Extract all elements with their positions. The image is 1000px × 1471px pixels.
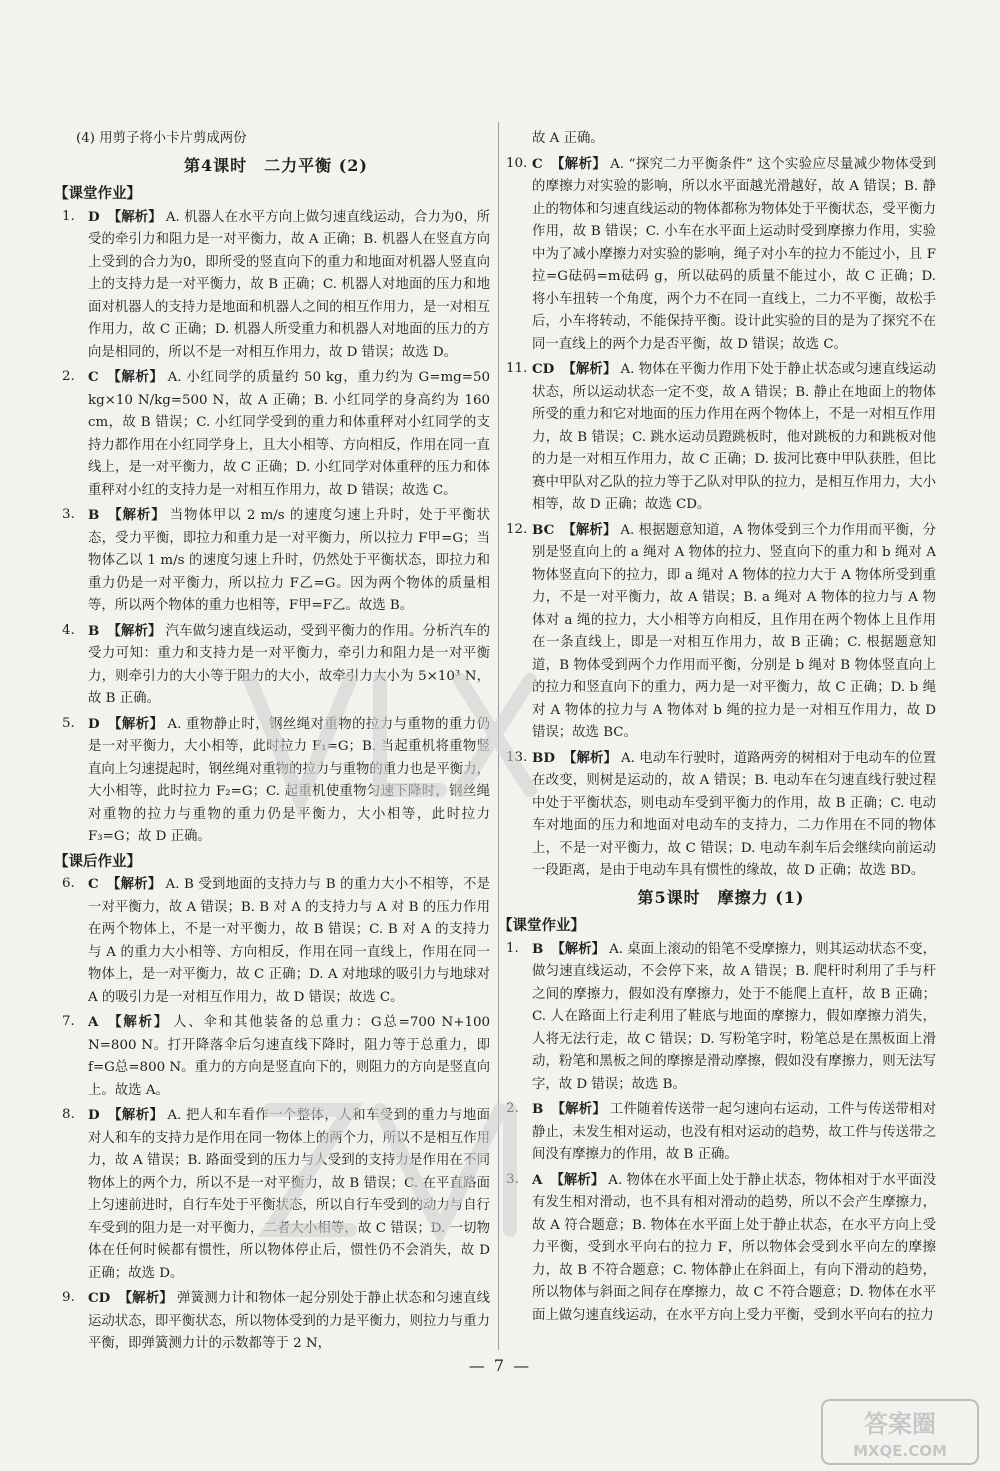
page-number: — 7 — [468, 1356, 532, 1375]
item-text: 汽车做匀速直线运动，受到平衡力的作用。分析汽车的受力可知：重力和支持力是一对平衡力，牵引力和阻力是一对平衡力，则牵引力的大小等于阻力的大小，故牵引力大小为 5×10³ N，故 B 正确。 [88, 623, 491, 706]
answer-item [506, 747, 936, 883]
item-answer: A [532, 1171, 543, 1188]
section-homework: 【课后作业】 [54, 852, 141, 870]
item-answer: C [532, 155, 543, 172]
answer-item [506, 938, 936, 1097]
item-text: 人、伞和其他装备的总重力：G总=700 N+100 N=800 N。打开降落伞后匀速直线下降时，阻力等于总重力，即 f=G总=800 N。重力的方向是竖直向下的，则阻力的方向是竖直向上。故选 A。 [88, 1015, 491, 1098]
logo-url: MXQE.COM [853, 1442, 947, 1460]
item-text: 当物体甲以 2 m/s 的速度匀速上升时，处于平衡状态，受力平衡，即拉力和重力是一对平衡力，所以拉力 F甲=G；当物体乙以 1 m/s 的速度匀速上升时，仍然处于平衡状态，即拉力和重力仍是一对平衡力，所以拉力 F乙=G。因为两个物体的质量相等，所以两个物体的重力也相等，F甲=F乙。故选 B。 [88, 508, 491, 613]
analysis-tag: 【解析】 [562, 749, 618, 766]
item-number: 3. [62, 507, 75, 522]
analysis-tag: 【解析】 [551, 940, 606, 957]
item-answer: CD [88, 1290, 111, 1306]
analysis-tag: 【解析】 [562, 521, 617, 538]
item-number: 4. [62, 622, 75, 638]
item-text: A. 物体在水平面上处于静止状态，物体相对于水平面没有发生相对滑动，也不具有相对滑动的趋势，所以不会产生摩擦力，故 A 符合题意；B. 物体在水平面上处于静止状态，在水平方向上受力平衡，受到水平向右的拉力 F，所以物体会受到水平向左的摩擦力，故 B 不符合题意；C. 物体静止在斜面上，有向下滑动的趋势，所以物体与斜面之间存在摩擦力，故 C 不符合题意；D. 物体在水平面上做匀速直线运动，在水平方向上受力平衡，受到水平向右的拉力 [532, 1172, 937, 1323]
top-text: (4) 用剪子将小卡片剪成两份 [76, 131, 247, 146]
item-number: 11. [506, 361, 528, 376]
item-continuation: 故 A 正确。 [532, 131, 604, 146]
lesson-5-title: 第5课时 摩擦力 (1) [637, 887, 805, 907]
item-text: A. 电动车行驶时，道路两旁的树相对于电动车的位置在改变，则树是运动的，故 A 错误；B. 电动车在匀速直线行驶过程中处于平衡状态，则电动车受到平衡力的作用，故 B 正确；C. 电动车对地面的压力和地面对电动车的支持力，二力作用在不同的物体上，不是一对平衡力，故 C 错误；D. 电动车刹车后会继续向前运动一段距离，是由于电动车具有惯性的缘故，故 D 正确；故选 BD。 [532, 750, 937, 878]
item-text: A. “探究二力平衡条件” 这个实验应尽量减少物体受到的摩擦力对实验的影响，所以水平面越光滑越好，故 A 错误；B. 静止的物体和匀速直线运动的物体都称为物体处于平衡状态，受平衡力作用，故 B 错误；C. 小车在水平面上运动时受到摩擦力作用，实验中为了减小摩擦力对实验的影响，绳子对小车的拉力不能过小，且 F拉=G砝码=m砝码 g，所以砝码的质量不能过小，故 C 正确；D. 将小车扭转一个角度，两个力不在同一直线上，二力不平衡，故松手后，小车将转动，不能保持平衡。设计此实验的目的是为了探究不在同一直线上的两个力是否平衡，故 D 错误；故选 C。 [532, 156, 937, 352]
analysis-tag: 【解析】 [106, 1014, 170, 1030]
answer-item [506, 1098, 936, 1167]
section-classwork: 【课堂作业】 [54, 185, 141, 202]
item-number: 1. [62, 208, 75, 224]
item-number: 5. [62, 715, 75, 731]
analysis-tag: 【解析】 [107, 1107, 164, 1123]
item-answer: D [88, 715, 100, 732]
item-number: 9. [62, 1290, 75, 1305]
watermark-graphic [210, 640, 570, 1260]
item-number: 6. [62, 876, 75, 891]
answer-item [62, 206, 490, 365]
item-answer: BD [532, 749, 555, 766]
analysis-tag: 【解析】 [550, 1171, 605, 1188]
item-answer: C [88, 369, 99, 385]
analysis-tag: 【解析】 [106, 876, 162, 892]
item-answer: B [532, 940, 544, 957]
answer-item [62, 366, 490, 502]
item-text: 工件随着传送带一起匀速向右运动，工件与传送带相对静止，未发生相对运动，也没有相对运动的趋势，故工件与传送带之间没有摩擦力的作用，故 B 正确。 [532, 1102, 937, 1162]
item-number: 13. [506, 749, 528, 765]
item-answer: BC [532, 521, 555, 538]
item-answer: B [88, 507, 100, 523]
section-classwork-2: 【课堂作业】 [498, 917, 585, 934]
item-number: 8. [62, 1107, 75, 1122]
analysis-tag: 【解析】 [550, 155, 607, 172]
lesson-4-title: 第4课时 二力平衡 (2) [184, 155, 368, 175]
analysis-tag: 【解析】 [107, 208, 162, 225]
answer-item [62, 504, 490, 618]
item-answer: B [532, 1101, 544, 1117]
item-number: 2. [506, 1101, 519, 1116]
item-text: A. 根据题意知道，A 物体受到三个力作用而平衡，分别是竖直向上的 a 绳对 A 物体的拉力、竖直向下的重力和 b 绳对 A 物体竖直向下的拉力，即 a 绳对 A 物体的拉力大于 A 物体所受到重力，不是一对平衡力，故 A 错误；B. a 绳对 A 物体的拉力与 A 物体对 a 绳的拉力，大小相等方向相反，且作用在两个物体上且作用在一条直线上，即是一对相互作用力，故 B 正确；C. 根据题意知道，B 物体受到两个力作用而平衡，分别是 b 绳对 B 物体竖直向上的拉力和竖直向下的重力，两力是一对平衡力，故 C 正确；D. b 绳对 A 物体的拉力与 A 物体对 b 绳的拉力是一对相互作用力，故 D 错误；故选 BC。 [532, 522, 937, 740]
answer-item [506, 153, 936, 357]
logo-svg [820, 1398, 980, 1466]
analysis-tag: 【解析】 [118, 1290, 173, 1306]
item-number: 2. [62, 369, 75, 384]
item-answer: D [88, 208, 100, 225]
watermark-svg [210, 640, 570, 1260]
item-text: A. 桌面上滚动的铅笔不受摩擦力，则其运动状态不变，做匀速直线运动，不会停下来，故 A 错误；B. 爬杆时利用了手与杆之间的摩擦力，假如没有摩擦力，处于不能爬上直杆，故 B 正确；C. 人在路面上行走利用了鞋底与地面的摩擦力，假如摩擦力消失，人将无法行走，故 C 错误；D. 写粉笔字时，粉笔总是在黑板面上滑动，粉笔和黑板之间的摩擦是滑动摩擦，假如没有摩擦力，则无法写字，故 D 错误；故选 B。 [532, 941, 936, 1092]
answer-item [62, 1287, 490, 1356]
item-text: A. 物体在平衡力作用下处于静止状态或匀速直线运动状态，所以运动状态一定不变，故 A 错误；B. 静止在地面上的物体所受的重力和它对地面的压力作用在两个物体上，不是一对相互作用力，故 B 错误；C. 跳水运动员蹬跳板时，他对跳板的力和跳板对他的力是一对相互作用力，故 C 正确；D. 拔河比赛中甲队获胜，但比赛中甲队对乙队的拉力等于乙队对甲队的拉力，是相互作用力，大小相等，故 D 正确；故选 CD。 [532, 362, 936, 512]
item-answer: D [88, 1107, 100, 1123]
analysis-tag: 【解析】 [106, 369, 164, 385]
analysis-tag: 【解析】 [107, 622, 162, 639]
item-number: 1. [506, 940, 519, 956]
analysis-tag: 【解析】 [562, 361, 617, 377]
right-column [498, 128, 937, 1329]
item-number: 3. [506, 1171, 519, 1187]
item-answer: A [88, 1014, 99, 1030]
analysis-tag: 【解析】 [107, 715, 164, 732]
item-text: A. 机器人在水平方向上做匀速直线运动，合力为0，所受的牵引力和阻力是一对平衡力，故 A 正确；B. 机器人在竖直方向上受到的合力为0，即所受的竖直向下的重力和地面对机器人竖直向上的支持力是一对平衡力，故 B 正确；C. 机器人对地面的压力和地面对机器人的支持力是地面和机器人之间的相互作用力，是一对相互作用力，故 C 正确；D. 机器人所受重力和机器人对地面的压力的方向是相同的，所以不是一对相互作用力，故 D 错误；故选 D。 [88, 209, 491, 360]
item-answer: B [88, 622, 100, 639]
item-number: 7. [62, 1014, 75, 1029]
item-text: A. 小红同学的质量约 50 kg，重力约为 G=mg=50 kg×10 N/kg=500 N，故 A 正确；B. 小红同学的身高约为 160 cm，故 B 错误；C. 小红同学受到的重力和体重秤对小红同学的支持力都作用在小红同学身上，且大小相等、方向相反，作用在同一直线上，是一对平衡力，故 C 正确；D. 小红同学对体重秤的压力和体重秤对小红的支持力是一对相互作用力，故 D 错误；故选 C。 [88, 370, 491, 498]
item-text: 弹簧测力计和物体一起分别处于静止状态和匀速直线运动状态，即平衡状态，所以物体受到的力是平衡力，则拉力与重力平衡，即弹簧测力计的示数都等于 2 N， [88, 1291, 491, 1351]
item-answer: C [88, 876, 99, 892]
analysis-tag: 【解析】 [551, 1101, 606, 1117]
site-logo [820, 1398, 980, 1466]
answer-item [506, 358, 936, 517]
item-text: A. 把人和车看作一个整体，人和车受到的重力与地面对人和车的支持力是作用在同一物体上的两个力，所以不是相互作用力，故 A 错误；B. 路面受到的压力与人受到的支持力是作用在不同物体上的两个力，所以不是一对平衡力，故 B 错误；C. 在平直路面上匀速前进时，自行车处于平衡状态，所以自行车受到的动力与自行车受到的阻力是一对平衡力，二者大小相等，故 C 错误；D. 一切物体在任何时候都有惯性，所以物体停止后，惯性仍不会消失，故 D 正确；故选 D。 [88, 1108, 491, 1281]
logo-text: 答案圈 [864, 1410, 936, 1438]
item-number: 12. [506, 521, 528, 537]
item-text: A. 重物静止时，钢丝绳对重物的拉力与重物的重力仍是一对平衡力，大小相等，此时拉力 F₁=G；B. 当起重机将重物竖直向上匀速提起时，钢丝绳对重物的拉力与重物的重力也是平衡力，大小相等，此时拉力 F₂=G；C. 起重机使重物匀速下降时，钢丝绳对重物的拉力与重物的重力仍是平衡力，大小相等，此时拉力 F₃=G；故 D 正确。 [88, 716, 491, 844]
item-answer: CD [532, 361, 555, 377]
analysis-tag: 【解析】 [107, 507, 166, 523]
answer-item [506, 519, 936, 745]
item-text: A. B 受到地面的支持力与 B 的重力大小不相等，不是一对平衡力，故 A 错误；B. B 对 A 的支持力与 A 对 B 的压力作用在两个物体上，不是一对平衡力，故 B 错误；C. B 对 A 的支持力与 A 的重力大小相等、方向相反，作用在同一直线上，作用在同一物体上，是一对平衡力，故 C 正确；D. A 对地球的吸引力与地球对 A 的吸引力是一对相互作用力，故 D 错误；故选 C。 [88, 877, 490, 1005]
answer-item [506, 1169, 936, 1328]
item-number: 10. [506, 155, 528, 171]
